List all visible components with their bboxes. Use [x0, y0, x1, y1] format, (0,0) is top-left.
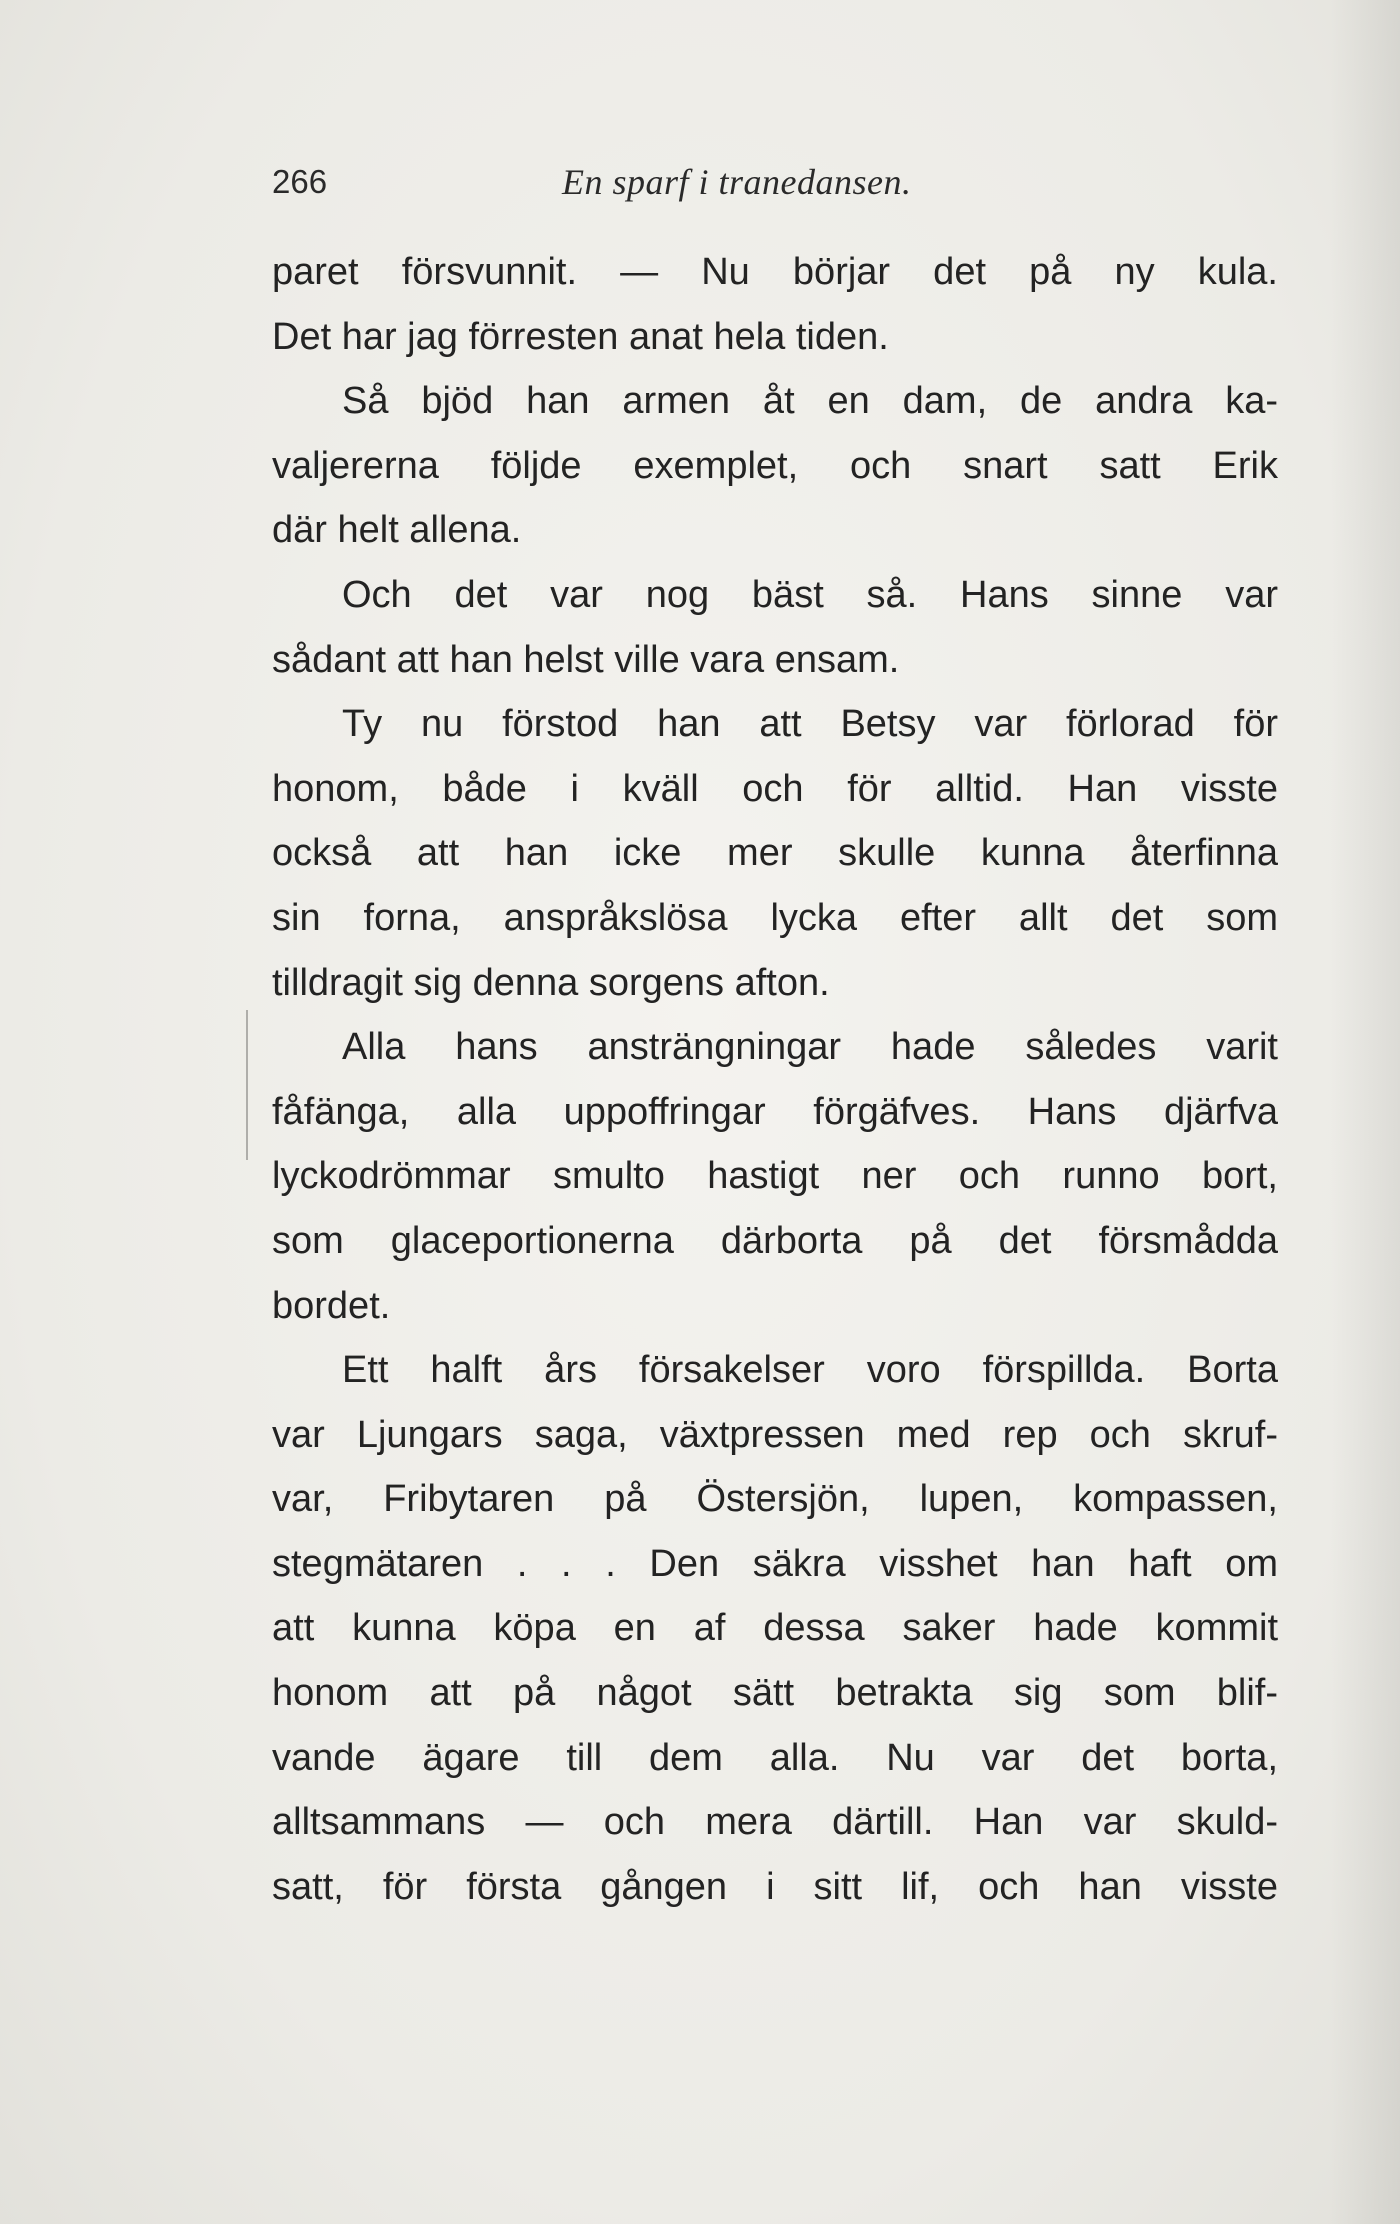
- text-line: tilldragit sig denna sorgens afton.: [272, 961, 830, 1004]
- text-line: Ett halft års försakelser voro förspillda. Borta: [342, 1349, 1278, 1392]
- text-line: vande ägare till dem alla. Nu var det borta,: [272, 1736, 1278, 1779]
- text-line: honom att på något sätt betrakta sig som blif-: [272, 1672, 1278, 1715]
- text-line: satt, för första gången i sitt lif, och han visste: [272, 1865, 1278, 1908]
- text-line: alltsammans — och mera därtill. Han var skuld-: [272, 1801, 1278, 1844]
- text-line: valjererna följde exemplet, och snart satt Erik: [272, 444, 1278, 487]
- page-header: [272, 160, 1278, 204]
- text-line: var Ljungars saga, växtpressen med rep och skruf-: [272, 1413, 1278, 1456]
- text-line: lyckodrömmar smulto hastigt ner och runno bort,: [272, 1155, 1278, 1198]
- text-line: sin forna, anspråkslösa lycka efter allt det som: [272, 896, 1278, 939]
- text-line: där helt allena.: [272, 509, 522, 552]
- text-line: stegmätaren . . . Den säkra visshet han haft om: [272, 1542, 1278, 1585]
- text-line: paret försvunnit. — Nu börjar det på ny kula.: [272, 251, 1278, 293]
- text-line: Alla hans ansträngningar hade således varit: [342, 1026, 1278, 1069]
- text-line: också att han icke mer skulle kunna återfinna: [272, 832, 1278, 875]
- text-line: Ty nu förstod han att Betsy var förlorad för: [342, 703, 1278, 746]
- page-edge-shadow: [1330, 0, 1400, 2224]
- text-line: Och det var nog bäst så. Hans sinne var: [342, 573, 1278, 616]
- text-line: fåfänga, alla uppoffringar förgäfves. Hans djärfva: [272, 1090, 1278, 1133]
- body-text: [272, 240, 1278, 1919]
- margin-pencil-mark: [246, 1010, 248, 1160]
- text-line: Det har jag förresten anat hela tiden.: [272, 315, 889, 358]
- text-line: sådant att han helst ville vara ensam.: [272, 638, 900, 681]
- text-line: var, Fribytaren på Östersjön, lupen, kompassen,: [272, 1478, 1278, 1521]
- running-title: En sparf i tranedansen.: [562, 162, 912, 202]
- page-number: 266: [272, 163, 328, 200]
- text-line: Så bjöd han armen åt en dam, de andra ka-: [342, 380, 1278, 423]
- text-line: att kunna köpa en af dessa saker hade kommit: [272, 1607, 1278, 1650]
- text-line: som glaceportionerna därborta på det försmådda: [272, 1219, 1278, 1262]
- text-line: honom, både i kväll och för alltid. Han visste: [272, 767, 1278, 810]
- text-line: bordet.: [272, 1284, 391, 1327]
